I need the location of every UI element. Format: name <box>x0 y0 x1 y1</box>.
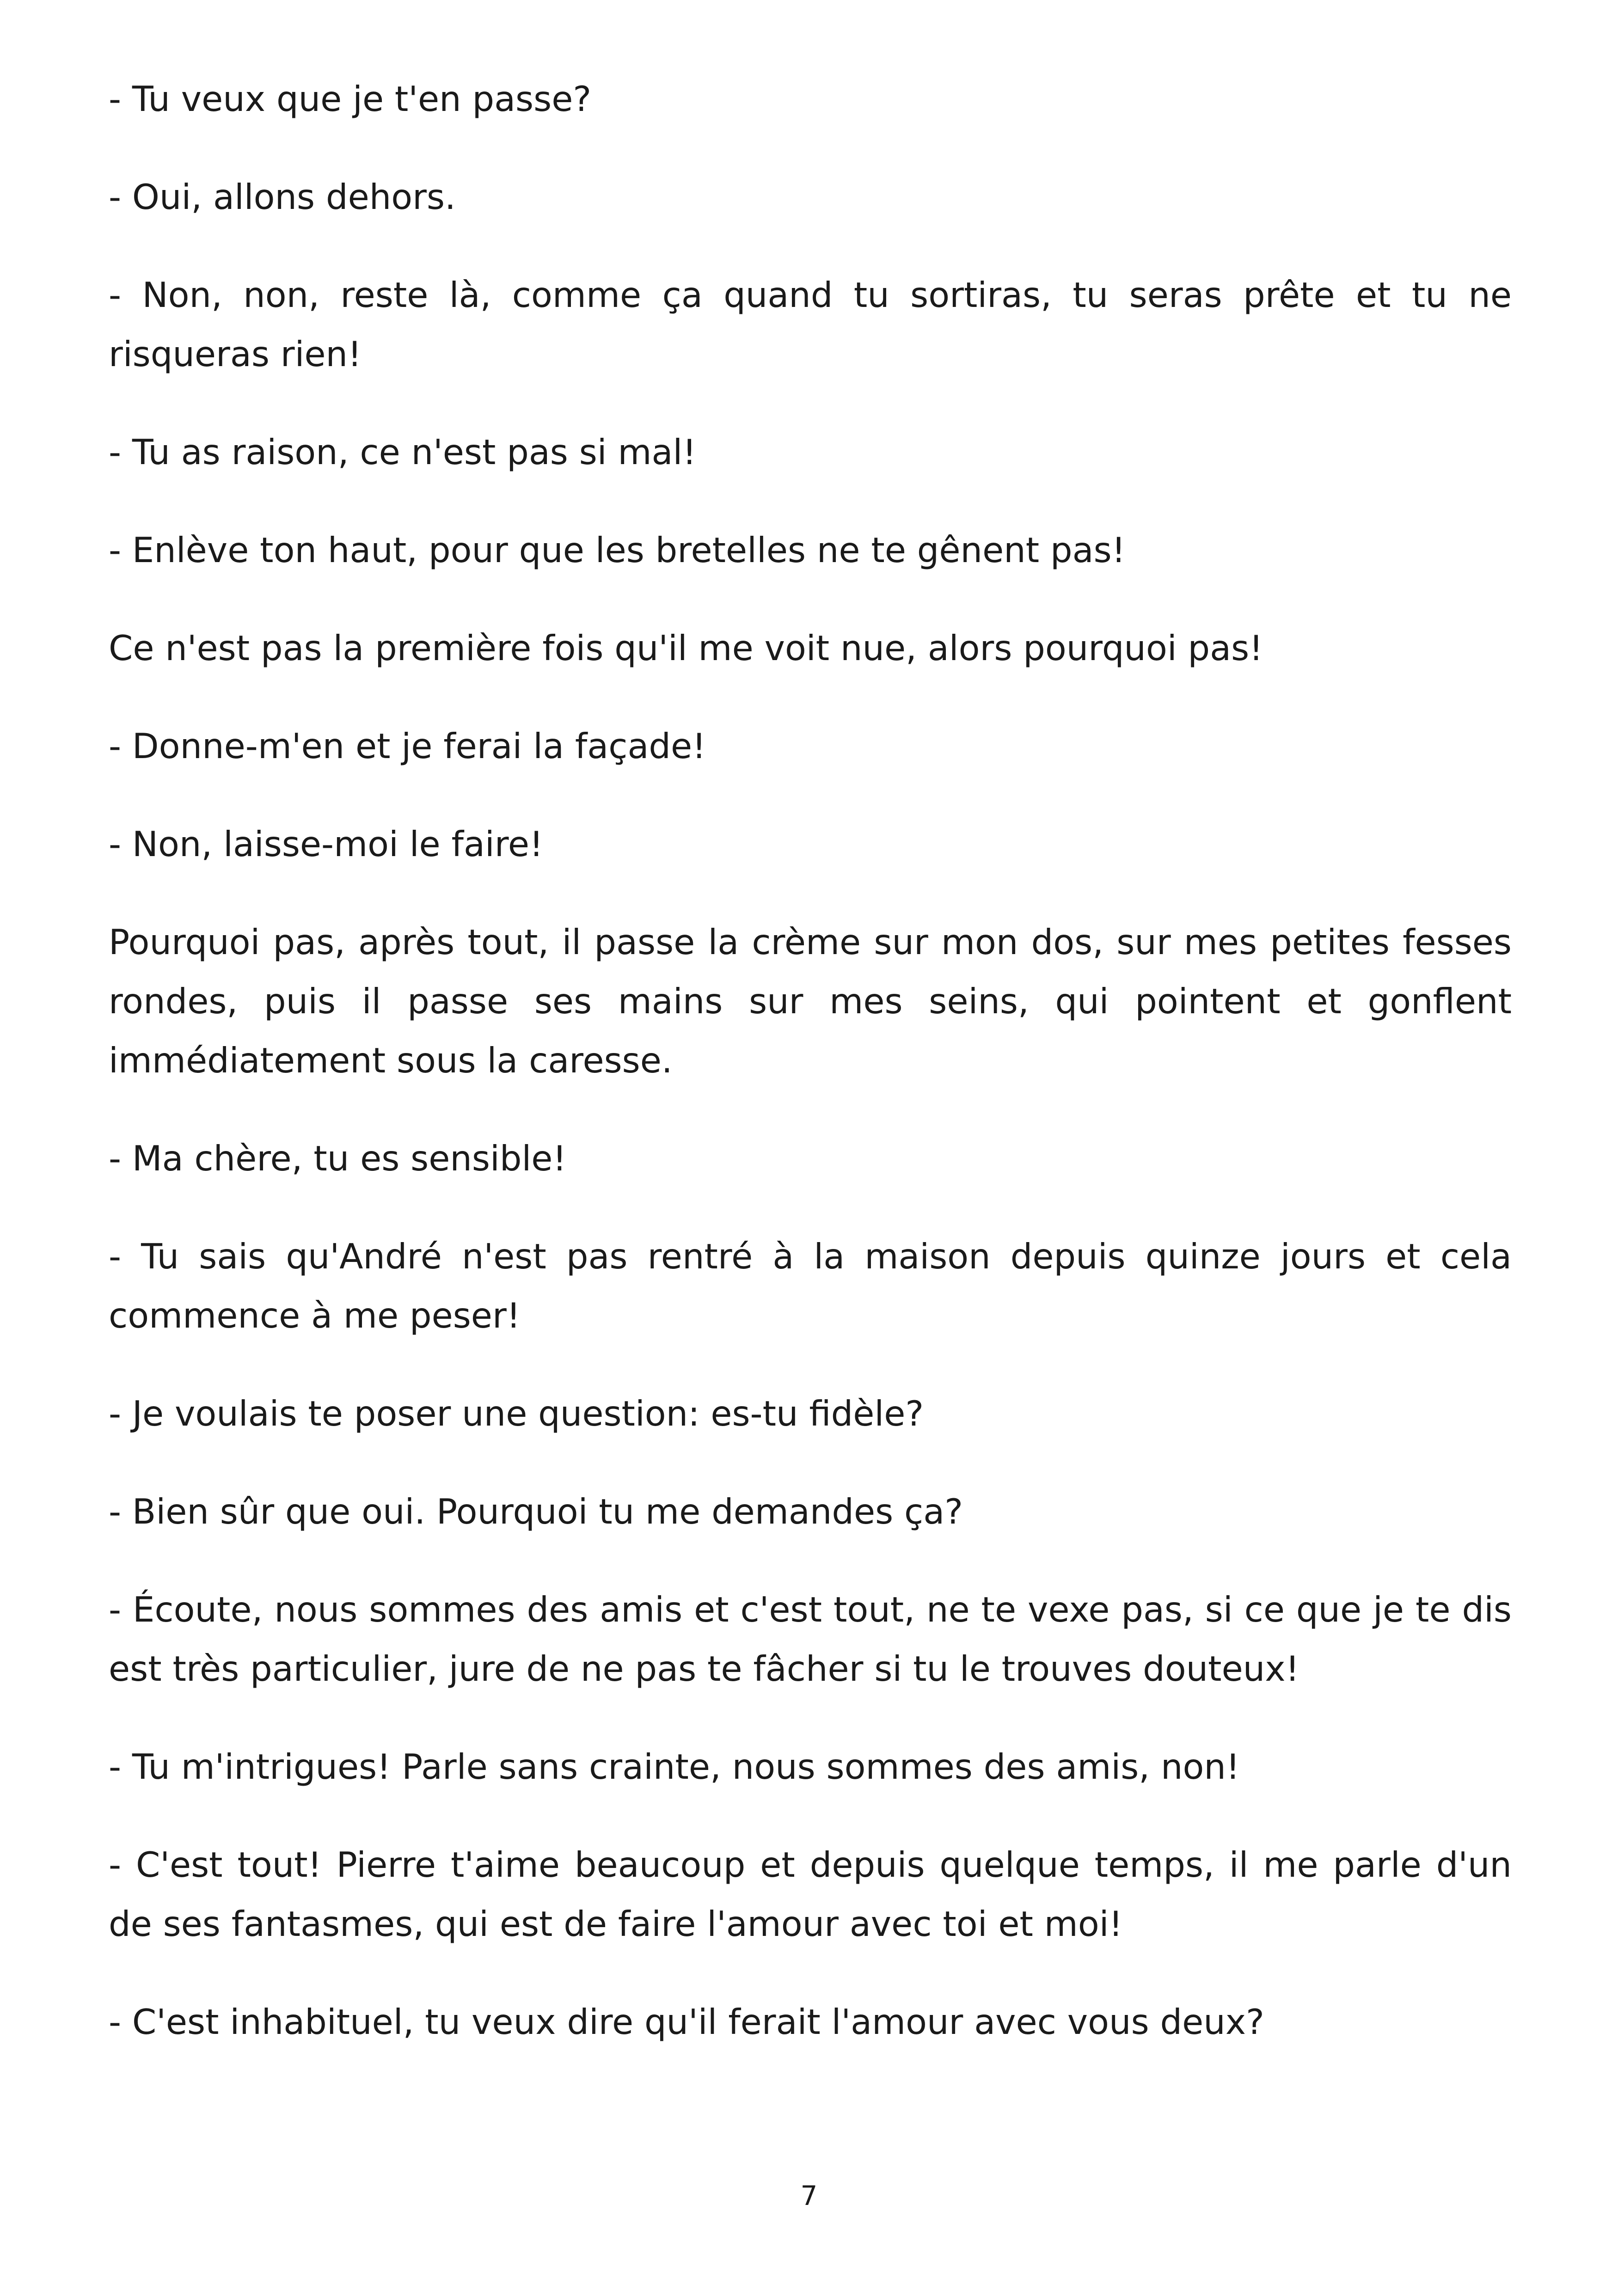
paragraph: - Écoute, nous sommes des amis et c'est tout, ne te vexe pas, si ce que je te dis est très particulier, jure de ne pas te fâcher si tu le trouves douteux! <box>109 1589 1512 1689</box>
paragraph: - Je voulais te poser une question: es-tu fidèle? <box>109 1393 924 1434</box>
paragraph: - C'est tout! Pierre t'aime beaucoup et depuis quelque temps, il me parle d'un de ses fantasmes, qui est de faire l'amour avec toi et moi! <box>109 1844 1512 1944</box>
paragraph: - Tu as raison, ce n'est pas si mal! <box>109 432 697 472</box>
paragraph: - Non, non, reste là, comme ça quand tu sortiras, tu seras prête et tu ne risqueras rien! <box>109 275 1512 374</box>
paragraph: - Bien sûr que oui. Pourquoi tu me demandes ça? <box>109 1491 963 1532</box>
paragraph: - Ma chère, tu es sensible! <box>109 1138 567 1179</box>
body-text <box>109 69 1512 2090</box>
paragraph: - Donne-m'en et je ferai la façade! <box>109 726 706 766</box>
page-number: 7 <box>800 2180 818 2211</box>
paragraph: Ce n'est pas la première fois qu'il me voit nue, alors pourquoi pas! <box>109 628 1263 668</box>
paragraph: Pourquoi pas, après tout, il passe la crème sur mon dos, sur mes petites fesses rondes, puis il passe ses mains sur mes seins, qui pointent et gonflent immédiatement sous la caresse. <box>109 922 1512 1081</box>
paragraph: - Non, laisse-moi le faire! <box>109 824 544 864</box>
paragraph: - Tu m'intrigues! Parle sans crainte, nous sommes des amis, non! <box>109 1746 1240 1787</box>
paragraph: - Tu veux que je t'en passe? <box>109 79 592 119</box>
paragraph: - Oui, allons dehors. <box>109 177 456 217</box>
paragraph: - Enlève ton haut, pour que les bretelles ne te gênent pas! <box>109 530 1126 570</box>
paragraph: - C'est inhabituel, tu veux dire qu'il ferait l'amour avec vous deux? <box>109 2002 1264 2042</box>
paragraph: - Tu sais qu'André n'est pas rentré à la maison depuis quinze jours et cela commence à me peser! <box>109 1236 1512 1336</box>
